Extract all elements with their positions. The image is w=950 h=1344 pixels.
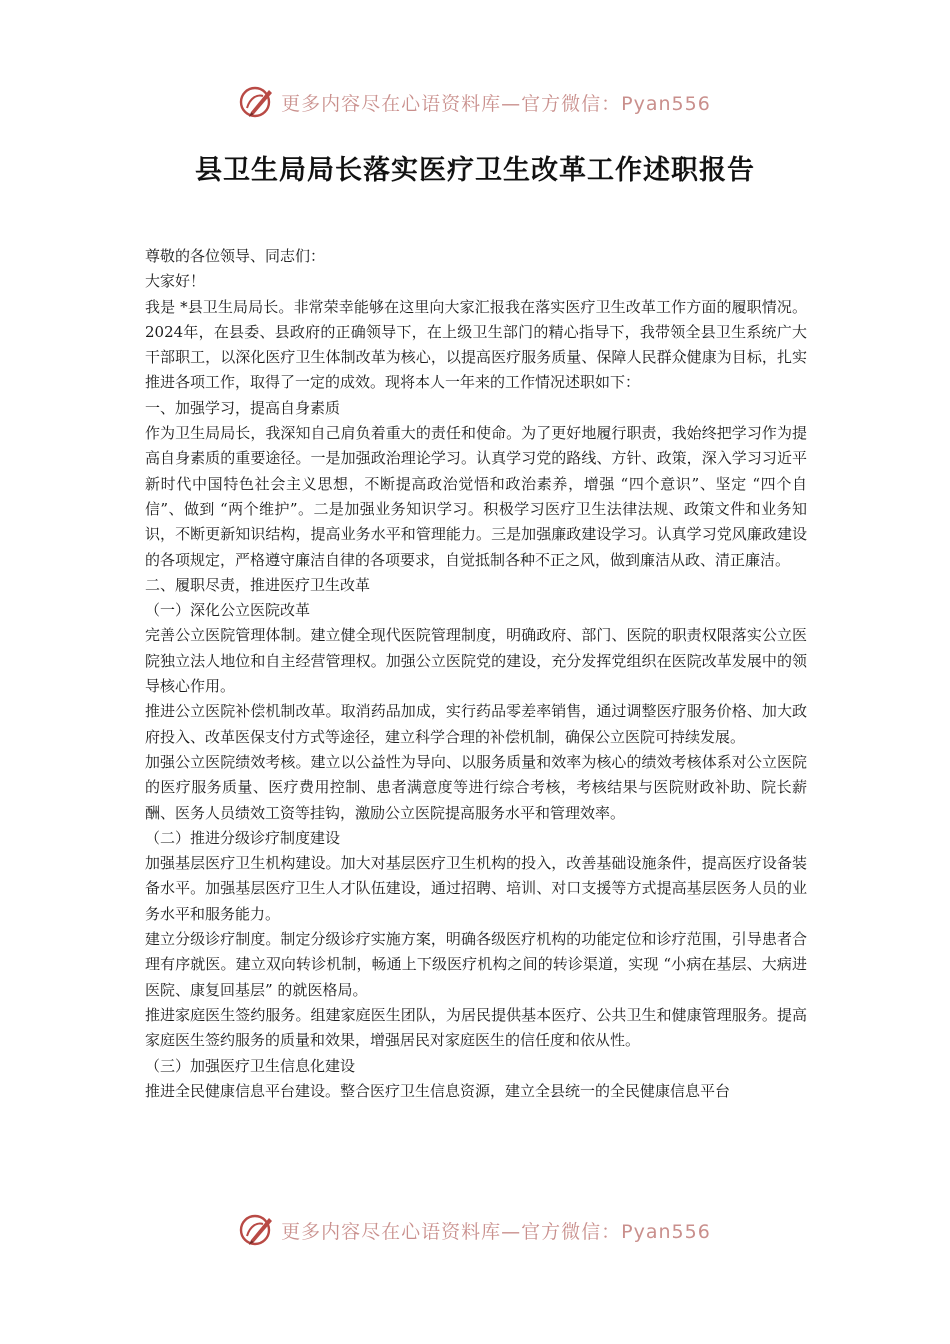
paragraph: 加强公立医院绩效考核。建立以公益性为导向、以服务质量和效率为核心的绩效考核体系对公立医院的医疗服务质量、医疗费用控制、患者满意度等进行综合考核，考核结果与医院财政补助、院长薪酬、医务人员绩效工资等挂钩，激励公立医院提高服务水平和管理效率。 [145,752,807,822]
salutation: 尊敬的各位领导、同志们： [145,247,326,265]
paragraph: 我是 *县卫生局局长。非常荣幸能够在这里向大家汇报我在落实医疗卫生改革工作方面的履职情况。2024年，在县委、县政府的正确领导下，在上级卫生部门的精心指导下，我带领全县卫生系统广大干部职工，以深化医疗卫生体制改革为核心，以提高医疗服务质量、保障人民群众健康为目标，扎实推进各项工作，取得了一定的成效。现将本人一年来的工作情况述职如下： [145,297,807,392]
watermark-header [0,80,950,124]
subsection-heading: （二）推进分级诊疗制度建设 [145,828,341,847]
paragraph: 推进家庭医生签约服务。组建家庭医生团队，为居民提供基本医疗、公共卫生和健康管理服务。提高家庭医生签约服务的质量和效果，增强居民对家庭医生的信任度和依从性。 [145,1005,807,1050]
watermark-footer [0,1208,950,1252]
paragraph: 推进公立医院补偿机制改革。取消药品加成，实行药品零差率销售，通过调整医疗服务价格、加大政府投入、改革医保支付方式等途径，建立科学合理的补偿机制，确保公立医院可持续发展。 [145,702,807,746]
watermark-text: 更多内容尽在心语资料库—官方微信：Pyan556 [281,92,711,115]
document-title: 县卫生局局长落实医疗卫生改革工作述职报告 [195,155,755,186]
document-body [145,244,807,1104]
subsection-heading: （一）深化公立医院改革 [145,601,311,620]
paragraph: 推进全民健康信息平台建设。整合医疗卫生信息资源，建立全县统一的全民健康信息平台 [145,1081,731,1100]
subsection-heading: （三）加强医疗卫生信息化建设 [145,1056,356,1075]
paragraph: 作为卫生局局长，我深知自己肩负着重大的责任和使命。为了更好地履行职责，我始终把学习作为提高自身素质的重要途径。一是加强政治理论学习。认真学习党的路线、方针、政策，深入学习习近平新时代中国特色社会主义思想，不断提高政治觉悟和政治素养，增强 “四个意识”、坚定 “四个自信”、做到 “两个维护”。二是加强业务知识学习。积极学习医疗卫生法律法规、政策文件和业务知识，不断更新知识结构，提高业务水平和管理能力。三是加强廉政建设学习。认真学习党风廉政建设的各项规定，严格遵守廉洁自律的各项要求，自觉抵制各种不正之风，做到廉洁从政、清正廉洁。 [145,424,807,569]
pen-logo-icon [239,84,275,120]
paragraph: 建立分级诊疗制度。制定分级诊疗实施方案，明确各级医疗机构的功能定位和诊疗范围，引导患者合理有序就医。建立双向转诊机制，畅通上下级医疗机构之间的转诊渠道，实现 “小病在基层、大病进医院、康复回基层” 的就医格局。 [145,930,807,999]
paragraph: 完善公立医院管理体制。建立健全现代医院管理制度，明确政府、部门、医院的职责权限落实公立医院独立法人地位和自主经营管理权。加强公立医院党的建设，充分发挥党组织在医院改革发展中的领导核心作用。 [145,626,807,696]
pen-logo-icon [239,1212,275,1248]
paragraph: 加强基层医疗卫生机构建设。加大对基层医疗卫生机构的投入，改善基础设施条件，提高医疗设备装备水平。加强基层医疗卫生人才队伍建设，通过招聘、培训、对口支援等方式提高基层医务人员的业务水平和服务能力。 [145,854,807,923]
watermark-text: 更多内容尽在心语资料库—官方微信：Pyan556 [281,1220,711,1243]
section-heading: 一、加强学习，提高自身素质 [145,398,341,417]
greeting: 大家好！ [145,272,206,291]
section-heading: 二、履职尽责，推进医疗卫生改革 [145,575,371,594]
